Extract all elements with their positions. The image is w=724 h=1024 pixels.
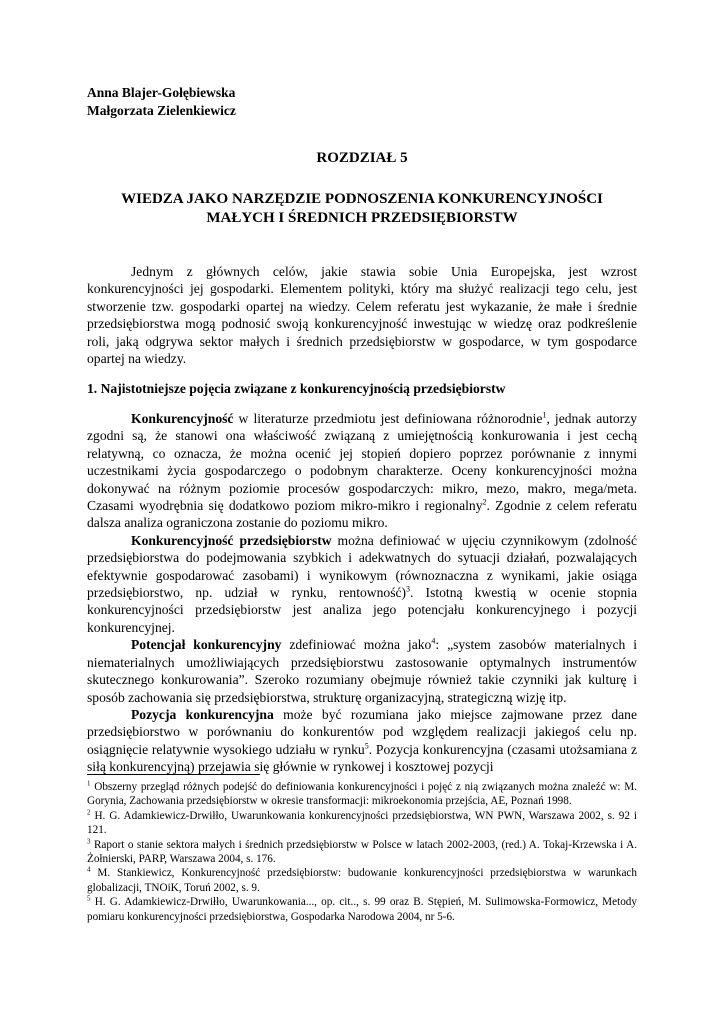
text: : „system zasobów materialnych i niematerialnych umożliwiających przedsiębiorstwu zastosowanie optymalnych instrumentów skutecznego konkurowania”. Szeroko rozumiany obejmuje również takie czynniki jak kulturę i sposób zachowania się przedsiębiorstwa, strukturę organizacyjną, strategiczną wizję itp.	[87, 637, 637, 705]
paragraph-konkurencyjnosc	[87, 410, 637, 532]
intro-paragraph: Jednym z głównych celów, jakie stawia sobie Unia Europejska, jest wzrost konkurencyjności jej gospodarki. Elementem polityki, który ma służyć realizacji tego celu, jest stworzenie tzw. gospodarki opartej na wiedzy. Celem referatu jest wykazanie, że małe i średnie przedsiębiorstwa mogą podnosić swoją konkurencyjność inwestując w wiedzę oraz podkreślenie roli, jaką odgrywa sektor małych i średnich przedsiębiorstw w gospodarce, w tym gospodarce opartej na wiedzy.	[87, 264, 637, 367]
footnote-separator	[87, 774, 260, 775]
footnote-text: Obszerny przegląd różnych podejść do definiowania konkurencyjności i pojęć z nią związanych można znaleźć w: M. Gorynia, Zachowania przedsiębiorstw w okresie transformacji: mikroekonomia przejścia, AE, Poznań 1998.	[87, 781, 637, 808]
body-text	[87, 410, 637, 776]
footnote-text: H. G. Adamkiewicz-Drwiłło, Uwarunkowania..., op. cit.., s. 99 oraz B. Stępień, M. Sulimowska-Formowicz, Metody pomiaru konkurencyjności przedsiębiorstwa, Gospodarka Narodowa 2004, nr 5-6.	[87, 896, 637, 923]
author-name: Anna Blajer-Gołębiewska	[87, 85, 236, 100]
author-list	[87, 84, 236, 120]
term: Konkurencyjność przedsiębiorstw	[131, 532, 332, 548]
text: można definiować w ujęciu czynnikowym (zdolność przedsiębiorstwa do podejmowania szybkich i adekwatnych do sytuacji działań, pozwalających efektywnie gospodarować zasobami) i wynikowym (równoznaczna z wynikami, jakie osiąga przedsiębiorstwo, np. udział w rynku, rentowność)	[87, 532, 637, 601]
text: . Istotną kwestią w ocenie stopnia konkurencyjności przedsiębiorstw jest analiza jego potencjału konkurencyjnego i pozycji konkurencyjnej.	[87, 585, 637, 635]
footnote-number: 5	[87, 894, 91, 903]
term: Konkurencyjność	[131, 411, 234, 426]
footnote	[87, 866, 637, 895]
term: Pozycja konkurencyjna	[131, 706, 274, 722]
text: . Zgodnie z celem referatu dalsza analiza ograniczona zostanie do poziomu mikro.	[87, 498, 637, 531]
footnote-number: 3	[87, 836, 91, 845]
footnote-text: Raport o stanie sektora małych i średnich przedsiębiorstw w Polsce w latach 2002-2003, (red.) A. Tokaj-Krzewska i A. Żołnierski, PARP, Warszawa 2004, s. 176.	[87, 838, 637, 866]
footnote-number: 1	[87, 779, 91, 788]
footnote-number: 4	[87, 865, 91, 874]
paragraph-konkurencyjnosc-przedsiebiorstw	[87, 532, 637, 636]
text: . Pozycja konkurencyjna (czasami utożsamiana z siłą konkurencyjną) przejawia się głównie w rynkowej i kosztowej pozycji	[87, 741, 637, 775]
footnote-ref[interactable]: 3	[406, 584, 411, 594]
section-heading: 1. Najistotniejsze pojęcia związane z konkurencyjnością przedsiębiorstw	[87, 381, 506, 396]
footnote-number: 2	[87, 808, 91, 817]
footnote-text: M. Stankiewicz, Konkurencyjność przedsiębiorstw: budowanie konkurencyjności przedsiębiorstwa w warunkach globalizacji, TNOiK, Toruń 2002, s. 9.	[87, 867, 637, 894]
text: , jednak autorzy zgodni są, że stanowi ona właściwość związaną z umiejętnością konkurowania i jest cechą relatywną, co oznacza, że można ocenić jej stopień dopiero poprzez porównanie z innymi uczestnikami życia gospodarczego o podobnym charakterze. Oceny konkurencyjności można dokonywać na różnym poziomie procesów gospodarczych: mikro, mezo, makro, mega/meta. Czasami wyodrębnia się dodatkowo poziom mikro-mikro i regionalny	[87, 411, 637, 514]
text: w literaturze przedmiotu jest definiowana różnorodnie	[233, 411, 543, 426]
footnotes	[87, 780, 637, 924]
footnote-ref[interactable]: 4	[431, 636, 436, 646]
text: może być rozumiana jako miejsce zajmowane przez dane przedsiębiorstwo w porównaniu do konkurentów pod względem realizacji jakiegoś celu np. osiągnięcie relatywnie wysokiego udziału w rynku	[87, 706, 637, 757]
footnote-text: H. G. Adamkiewicz-Drwiłło, Uwarunkowania konkurencyjności przedsiębiorstwa, WN PWN, Warszawa 2002, s. 92 i 121.	[87, 809, 637, 837]
footnote	[87, 809, 637, 838]
footnote-ref[interactable]: 2	[482, 497, 487, 507]
author-name: Małgorzata Zielenkiewicz	[87, 103, 236, 118]
paragraph-pozycja	[87, 706, 637, 776]
text: zdefiniować można jako	[281, 637, 432, 653]
term: Potencjał konkurencyjny	[131, 637, 282, 653]
footnote	[87, 895, 637, 924]
footnote-ref[interactable]: 5	[364, 741, 369, 751]
footnote-ref[interactable]: 1	[542, 410, 547, 420]
footnote	[87, 780, 637, 809]
chapter-heading: ROZDZIAŁ 5	[316, 150, 408, 166]
chapter-title: WIEDZA JAKO NARZĘDZIE PODNOSZENIA KONKURENCYJNOŚCI MAŁYCH I ŚREDNICH PRZEDSIĘBIORSTW	[121, 191, 603, 226]
paragraph-potencjal	[87, 636, 637, 706]
footnote	[87, 838, 637, 867]
